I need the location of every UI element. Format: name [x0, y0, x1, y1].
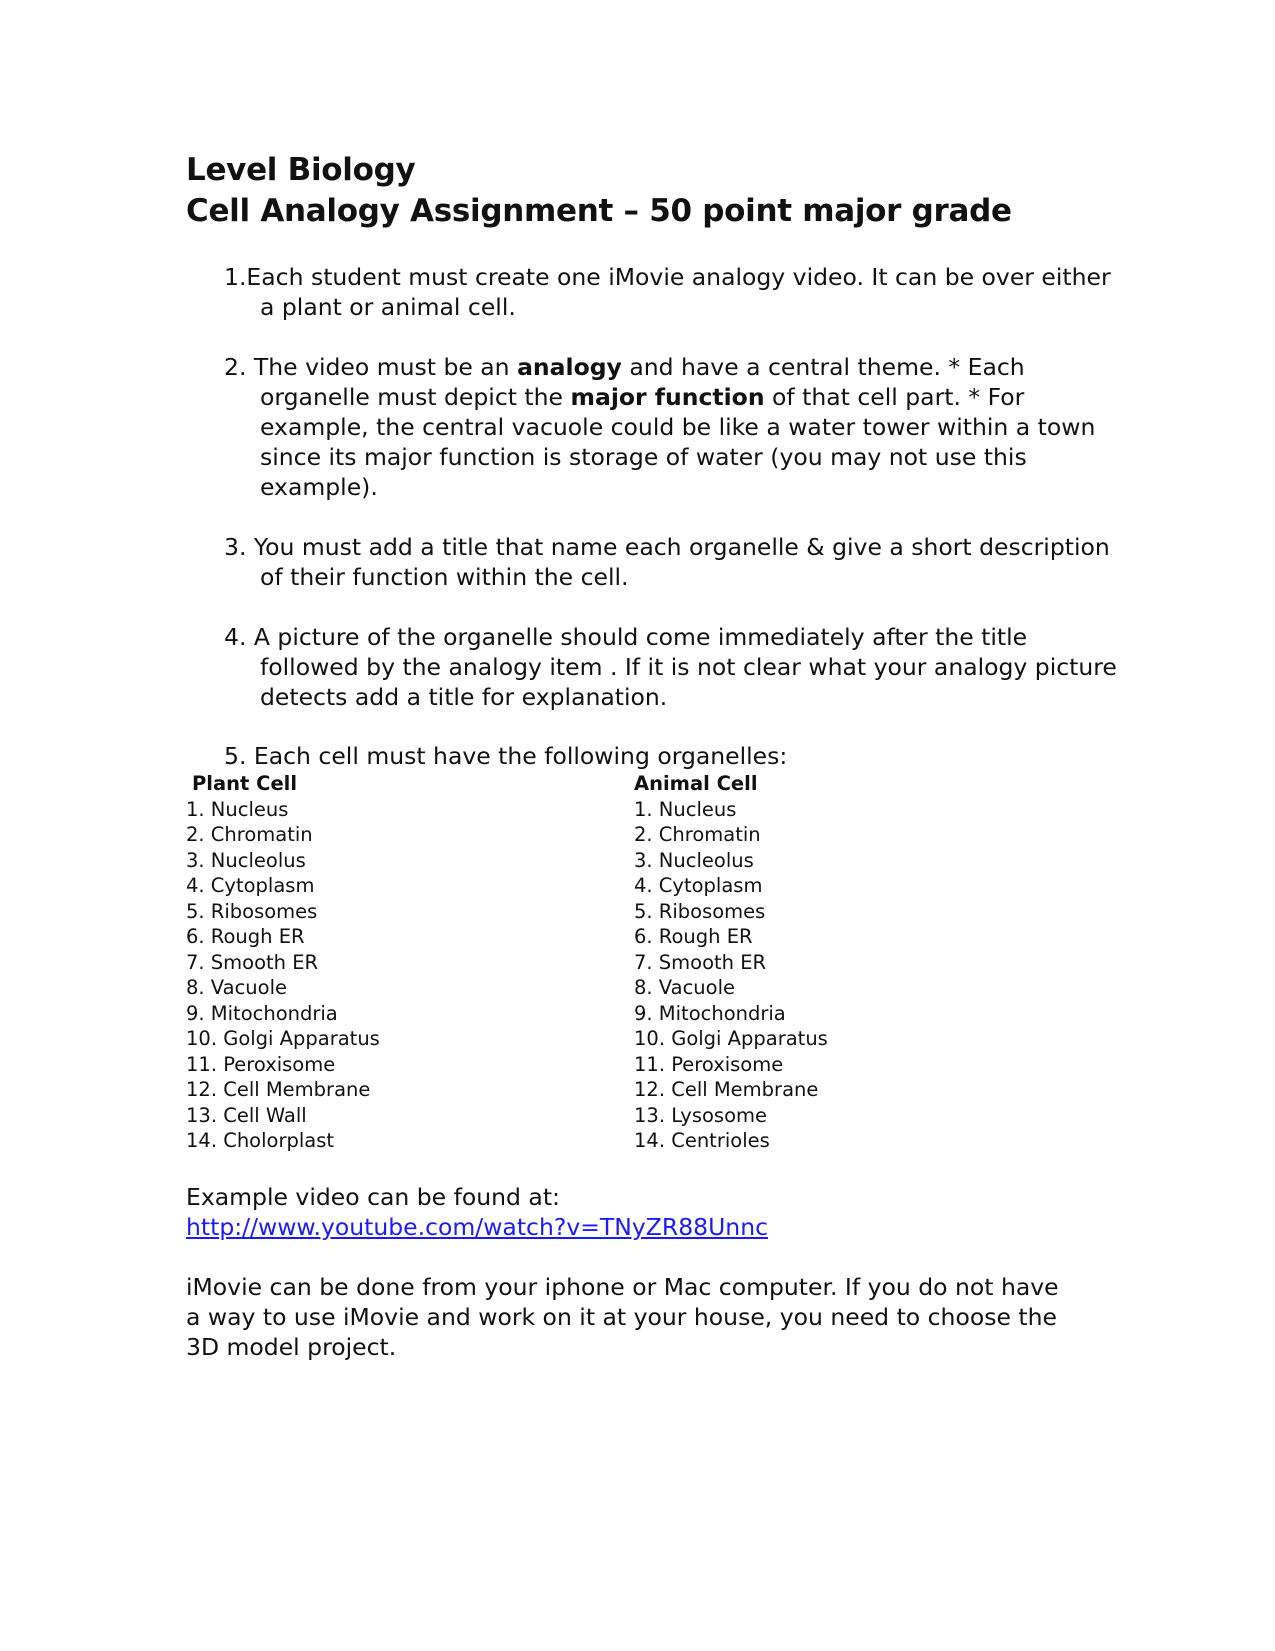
plant-organelle-item: 14. Cholorplast: [186, 1129, 335, 1152]
animal-organelle-item: 6. Rough ER: [634, 925, 753, 948]
animal-cell-list: [634, 797, 1054, 1154]
animal-cell-column: [634, 771, 1054, 1154]
plant-organelle-item: 9. Mitochondria: [186, 1001, 338, 1025]
plant-organelle-item: 6. Rough ER: [186, 925, 305, 948]
plant-organelle-item: 3. Nucleolus: [186, 848, 306, 872]
example-video-label: Example video can be found at:: [186, 1183, 560, 1211]
instruction-2-bold-major-function: major function: [570, 383, 765, 411]
animal-organelle-item: 5. Ribosomes: [634, 899, 766, 923]
plant-organelle-item: 12. Cell Membrane: [186, 1078, 371, 1101]
instruction-2-text-a: 2. The video must be an: [224, 353, 518, 381]
animal-organelle-item: 4. Cytoplasm: [634, 874, 763, 897]
animal-organelle-item: 12. Cell Membrane: [634, 1078, 819, 1101]
instruction-2-text-c: of that cell part. * For example, the central vacuole could be like a water tower within a town since its major function is storage of water (you may not use this example).: [260, 383, 1096, 501]
plant-organelle-item: 7. Smooth ER: [186, 950, 319, 974]
animal-organelle-item: 9. Mitochondria: [634, 1001, 786, 1025]
plant-cell-column: [186, 771, 606, 1154]
instruction-2: [224, 352, 1120, 502]
animal-organelle-item: 8. Vacuole: [634, 976, 736, 999]
animal-organelle-item: 11. Peroxisome: [634, 1052, 784, 1076]
assignment-title: Cell Analogy Assignment – 50 point major grade: [186, 193, 1012, 229]
instruction-2-text-b: and have a central theme. * Each organelle must depict the: [260, 353, 1025, 411]
instruction-3: 3. You must add a title that name each organelle & give a short description of their function within the cell.: [224, 533, 1110, 591]
animal-organelle-item: 14. Centrioles: [634, 1129, 770, 1152]
animal-cell-heading: Animal Cell: [634, 772, 758, 795]
plant-organelle-item: 5. Ribosomes: [186, 899, 318, 923]
instruction-1: 1.Each student must create one iMovie analogy video. It can be over either a plant or animal cell.: [224, 263, 1111, 321]
animal-organelle-item: 2. Chromatin: [634, 823, 761, 846]
instruction-5: 5. Each cell must have the following organelles:: [224, 742, 788, 770]
example-video-link[interactable]: http://www.youtube.com/watch?v=TNyZR88Unnc: [186, 1213, 769, 1241]
plant-organelle-item: 2. Chromatin: [186, 823, 313, 846]
plant-cell-heading: Plant Cell: [192, 772, 298, 795]
instruction-2-bold-analogy: analogy: [517, 353, 622, 381]
plant-organelle-item: 11. Peroxisome: [186, 1052, 336, 1076]
plant-organelle-item: 13. Cell Wall: [186, 1103, 307, 1127]
animal-organelle-item: 13. Lysosome: [634, 1103, 767, 1127]
closing-paragraph: iMovie can be done from your iphone or Mac computer. If you do not have a way to use iMovie and work on it at your house, you need to choose the 3D model project.: [186, 1273, 1059, 1361]
plant-organelle-item: 1. Nucleus: [186, 797, 289, 821]
plant-organelle-item: 10. Golgi Apparatus: [186, 1027, 380, 1050]
plant-organelle-item: 4. Cytoplasm: [186, 874, 315, 897]
instruction-4: 4. A picture of the organelle should come immediately after the title followed by the analogy item . If it is not clear what your analogy picture detects add a title for explanation.: [224, 623, 1117, 711]
plant-organelle-item: 8. Vacuole: [186, 976, 288, 999]
course-title: Level Biology: [186, 152, 416, 188]
animal-organelle-item: 10. Golgi Apparatus: [634, 1027, 828, 1050]
animal-organelle-item: 7. Smooth ER: [634, 950, 767, 974]
animal-organelle-item: 1. Nucleus: [634, 797, 737, 821]
animal-organelle-item: 3. Nucleolus: [634, 848, 754, 872]
plant-cell-list: [186, 797, 606, 1154]
